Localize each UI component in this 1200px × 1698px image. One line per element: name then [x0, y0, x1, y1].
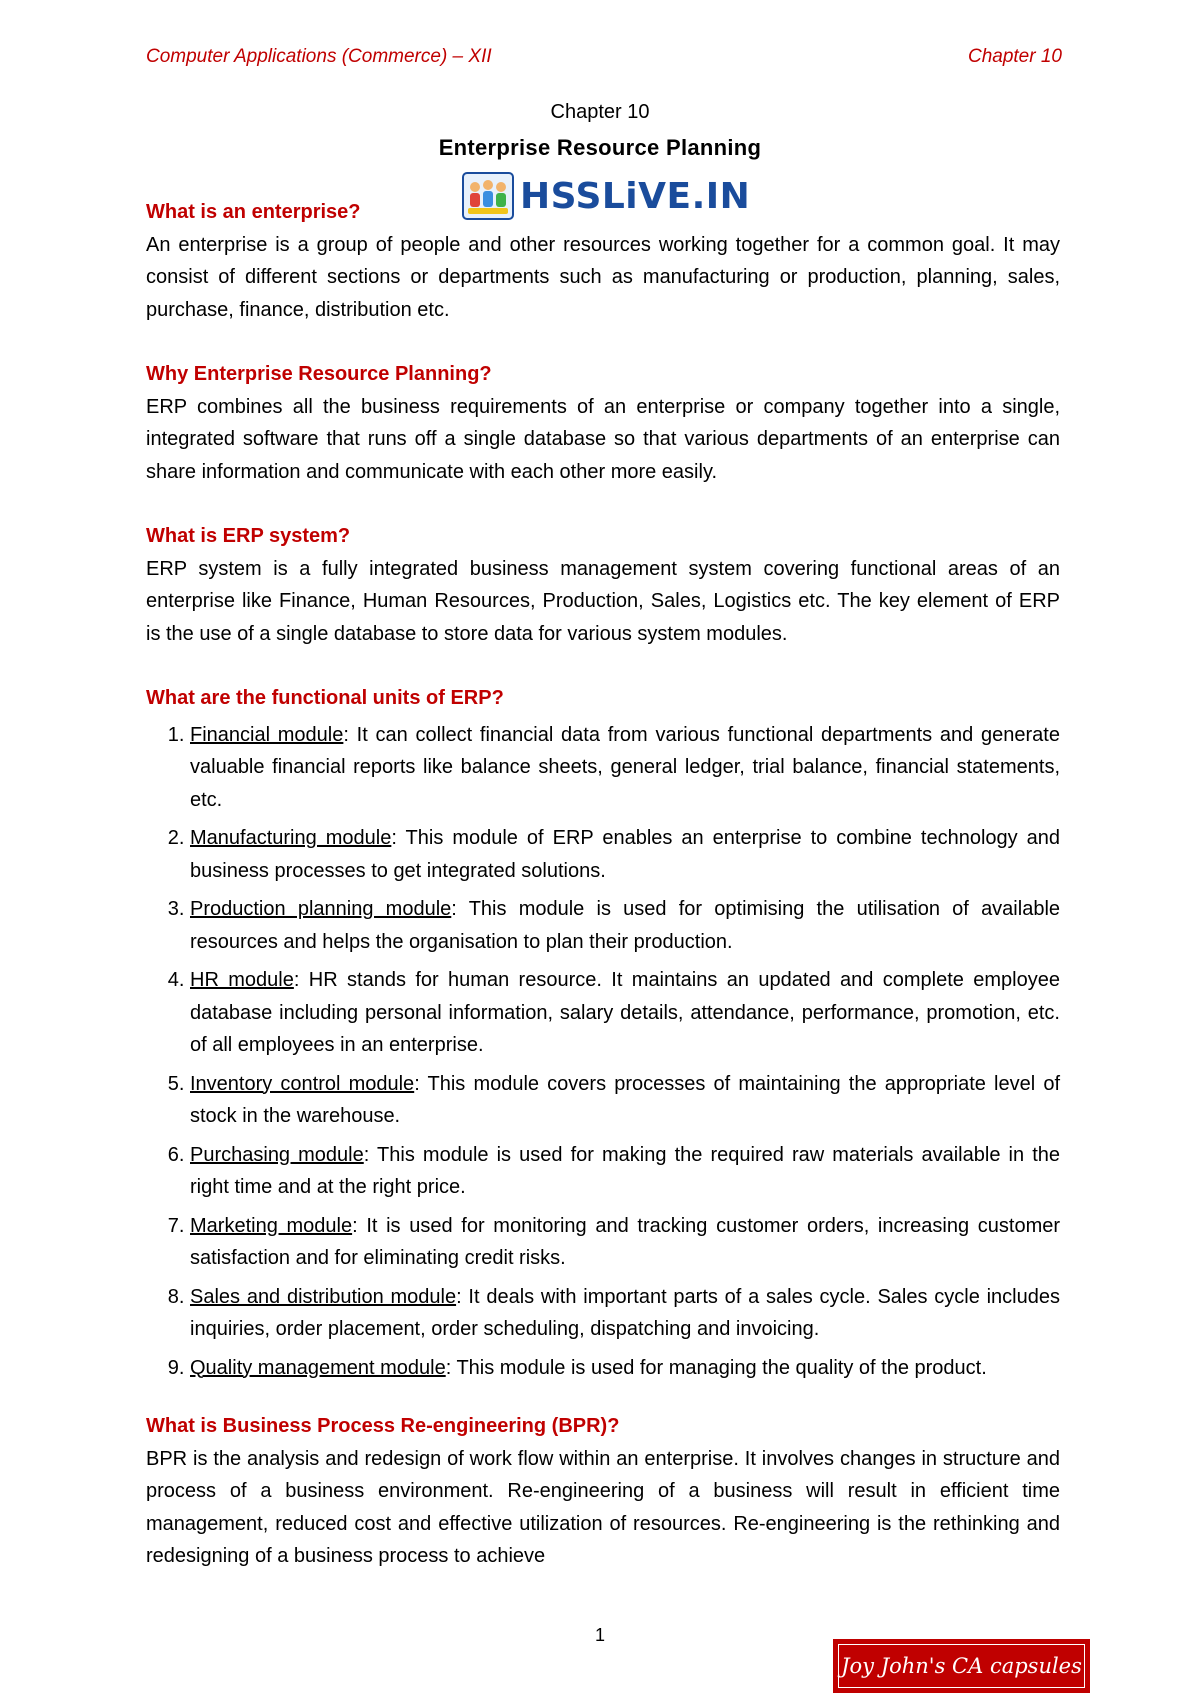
answer-why-erp: ERP combines all the business requirements of an enterprise or company together into a single, integrated software that runs off a single database so that various departments of an enterprise can share information and communicate with each other more easily.: [146, 395, 1060, 483]
module-term: Quality management module: [190, 1356, 446, 1379]
question-bpr: What is Business Process Re-engineering (BPR)?: [146, 1415, 620, 1437]
module-desc: : This module is used for managing the quality of the product.: [445, 1356, 987, 1379]
functional-units-list: [146, 719, 1060, 1385]
module-term: Purchasing module: [190, 1143, 364, 1166]
stamp-text: Joy John's CA capsules: [841, 1654, 1082, 1678]
question-why-erp: Why Enterprise Resource Planning?: [146, 363, 492, 385]
list-item: [190, 893, 1060, 958]
logo-text: HSSLiVE.IN: [520, 175, 751, 217]
module-desc: : It deals with important parts of a sales cycle. Sales cycle includes inquiries, order placement, order scheduling, dispatching and invoicing.: [190, 1285, 1060, 1340]
list-item: [190, 1139, 1060, 1204]
module-desc: : This module is used for optimising the utilisation of available resources and helps the organisation to plan their production.: [190, 898, 1061, 953]
module-term: Financial module: [190, 723, 344, 746]
module-term: HR module: [190, 969, 294, 991]
running-header-chapter: Chapter 10: [967, 46, 1062, 67]
module-term: Sales and distribution module: [190, 1285, 457, 1308]
list-item: [190, 1352, 1060, 1385]
module-term: Inventory control module: [190, 1072, 415, 1095]
answer-enterprise: An enterprise is a group of people and other resources working together for a common goal. It may consist of different sections or departments such as manufacturing or production, planning, sales, purchase, finance, distribution etc.: [146, 233, 1060, 321]
running-header-title: Computer Applications (Commerce) – XII: [146, 46, 492, 67]
module-desc: : This module covers processes of maintaining the appropriate level of stock in the warehouse.: [190, 1072, 1060, 1127]
module-desc: : It can collect financial data from various functional departments and generate valuable financial reports like balance sheets, general ledger, trial balance, financial statements, etc.: [190, 723, 1060, 811]
page-number: 1: [594, 1625, 605, 1645]
answer-bpr: BPR is the analysis and redesign of work flow within an enterprise. It involves changes in structure and process of a business environment. Re-engineering of a business will result in efficient time management, reduced cost and effective utilization of resources. Re-engineering is the rethinking and redesigning of a business process to achieve: [146, 1447, 1060, 1567]
author-stamp: [833, 1639, 1090, 1693]
list-item: [190, 719, 1060, 817]
list-item: [190, 1281, 1060, 1346]
module-desc: : This module of ERP enables an enterprise to combine technology and business processes to get integrated solutions.: [190, 827, 1061, 882]
question-functional-units: What are the functional units of ERP?: [146, 687, 504, 709]
module-term: Manufacturing module: [190, 827, 392, 849]
module-desc: : This module is used for making the required raw materials available in the right time and at the right price.: [190, 1143, 1060, 1198]
question-enterprise: What is an enterprise?: [146, 201, 361, 223]
question-erp-system: What is ERP system?: [146, 525, 351, 547]
list-item: [190, 1068, 1060, 1133]
chapter-title: Enterprise Resource Planning: [438, 135, 762, 160]
document-body: [146, 196, 1060, 1573]
module-desc: : It is used for monitoring and tracking customer orders, increasing customer satisfaction and for eliminating credit risks.: [190, 1214, 1061, 1269]
module-desc: : HR stands for human resource. It maintains an updated and complete employee database including personal information, salary details, attendance, performance, promotion, etc. of all employees in an enterprise.: [190, 969, 1060, 1056]
module-term: Marketing module: [190, 1214, 353, 1237]
chapter-number: Chapter 10: [550, 101, 650, 123]
list-item: [190, 964, 1060, 1062]
list-item: [190, 822, 1060, 887]
module-term: Production planning module: [190, 898, 452, 920]
list-item: [190, 1210, 1060, 1275]
answer-erp-system: ERP system is a fully integrated business management system covering functional areas of an enterprise like Finance, Human Resources, Production, Sales, Logistics etc. The key element of ERP is the use of a single database to store data for various system modules.: [146, 557, 1060, 645]
